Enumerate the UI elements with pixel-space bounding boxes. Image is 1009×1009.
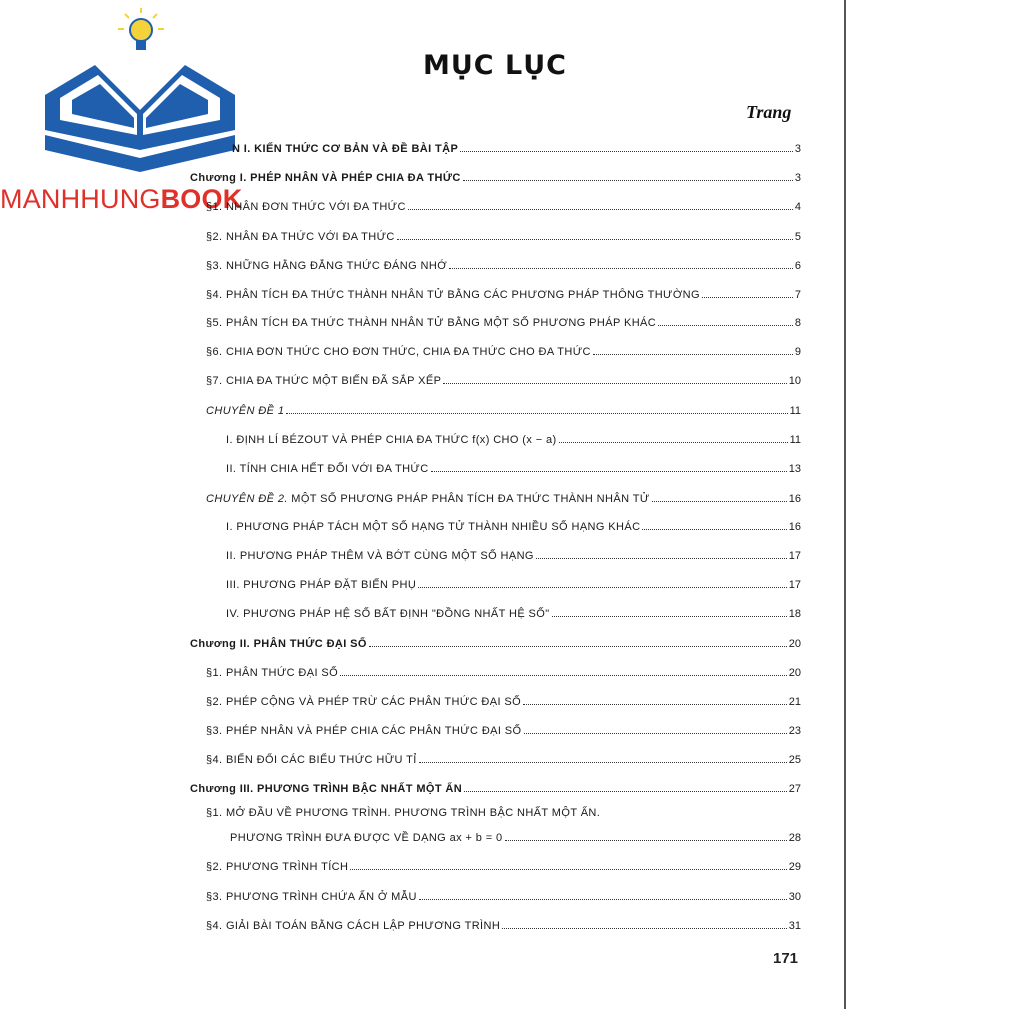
toc-entry: III. PHƯƠNG PHÁP ĐẶT BIẾN PHỤ 17 [226,579,801,591]
toc-entry: Chương I. PHÉP NHÂN VÀ PHÉP CHIA ĐA THỨC 3 [190,172,801,184]
toc-entry: §1. NHÂN ĐƠN THỨC VỚI ĐA THỨC 4 [206,201,801,213]
toc-entry: §7. CHIA ĐA THỨC MỘT BIẾN ĐÃ SẮP XẾP 10 [206,375,801,387]
page-title: MỤC LỤC [423,50,567,81]
page-edge [844,0,846,1009]
toc-entry: II. PHƯƠNG PHÁP THÊM VÀ BỚT CÙNG MỘT SỐ HẠNG 17 [226,550,801,562]
toc-entry: I. ĐỊNH LÍ BÉZOUT VÀ PHÉP CHIA ĐA THỨC f(x) CHO (x − a) 11 [226,434,801,446]
toc-entry: PHƯƠNG TRÌNH ĐƯA ĐƯỢC VỀ DẠNG ax + b = 0 28 [230,832,801,844]
toc-entry: §5. PHÂN TÍCH ĐA THỨC THÀNH NHÂN TỬ BẰNG MỘT SỐ PHƯƠNG PHÁP KHÁC 8 [206,317,801,329]
toc-entry: §6. CHIA ĐƠN THỨC CHO ĐƠN THỨC, CHIA ĐA THỨC CHO ĐA THỨC 9 [206,346,801,358]
toc-entry: §4. PHÂN TÍCH ĐA THỨC THÀNH NHÂN TỬ BẰNG CÁC PHƯƠNG PHÁP THÔNG THƯỜNG 7 [206,289,801,301]
toc-entry: N I. KIẾN THỨC CƠ BẢN VÀ ĐỀ BÀI TẬP 3 [232,143,801,155]
toc-entry: §1. PHÂN THỨC ĐẠI SỐ 20 [206,667,801,679]
toc-entry: CHUYÊN ĐỀ 1 11 [206,405,801,417]
page-number: 171 [773,950,799,967]
toc-entry: Chương II. PHÂN THỨC ĐẠI SỐ 20 [190,638,801,650]
toc-entry: CHUYÊN ĐỀ 2. MỘT SỐ PHƯƠNG PHÁP PHÂN TÍCH ĐA THỨC THÀNH NHÂN TỬ 16 [206,493,801,505]
toc-entry: §3. NHỮNG HẰNG ĐẲNG THỨC ĐÁNG NHỚ 6 [206,260,801,272]
toc-entry: §4. BIẾN ĐỔI CÁC BIỂU THỨC HỮU TỈ 25 [206,754,801,766]
toc-entry: §4. GIẢI BÀI TOÁN BẰNG CÁCH LẬP PHƯƠNG TRÌNH 31 [206,920,801,932]
toc-entry-line-1: §1. MỞ ĐẦU VỀ PHƯƠNG TRÌNH. PHƯƠNG TRÌNH BẬC NHẤT MỘT ẨN. [206,807,601,819]
toc-entry: II. TÍNH CHIA HẾT ĐỐI VỚI ĐA THỨC 13 [226,463,801,475]
toc-entry: Chương III. PHƯƠNG TRÌNH BẬC NHẤT MỘT ẨN 27 [190,783,801,795]
toc-entry: §2. PHÉP CỘNG VÀ PHÉP TRỪ CÁC PHÂN THỨC ĐẠI SỐ 21 [206,696,801,708]
toc-entry: §3. PHÉP NHÂN VÀ PHÉP CHIA CÁC PHÂN THỨC ĐẠI SỐ 23 [206,725,801,737]
toc-entry: I. PHƯƠNG PHÁP TÁCH MỘT SỐ HẠNG TỬ THÀNH NHIỀU SỐ HẠNG KHÁC 16 [226,521,801,533]
page-column-label: Trang [746,102,792,122]
toc-entry: §2. PHƯƠNG TRÌNH TÍCH 29 [206,861,801,873]
toc-entry: IV. PHƯƠNG PHÁP HỆ SỐ BẤT ĐỊNH "ĐỒNG NHẤT HỆ SỐ" 18 [226,608,801,620]
toc-entry: §3. PHƯƠNG TRÌNH CHỨA ẨN Ở MẪU 30 [206,891,801,903]
watermark-text: MANHHUNGBOOK [0,184,243,214]
toc-entry: §2. NHÂN ĐA THỨC VỚI ĐA THỨC 5 [206,231,801,243]
